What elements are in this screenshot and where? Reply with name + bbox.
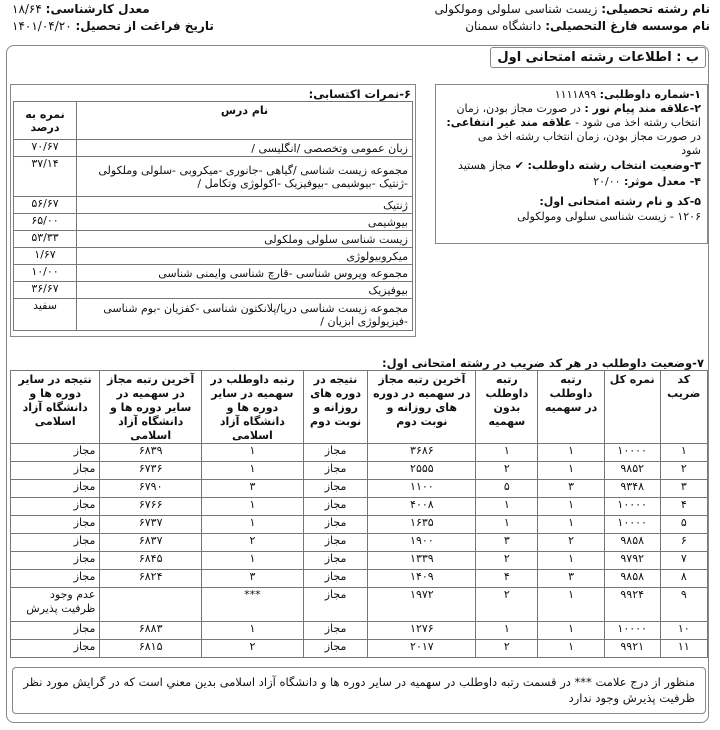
rank-cell: ۱۶۳۵: [368, 516, 476, 534]
rank-cell: ۱: [476, 498, 538, 516]
rank-cell: ۳: [201, 480, 303, 498]
rank-row: [11, 444, 708, 462]
rank-cell: ۱۳۳۹: [368, 552, 476, 570]
rank-row: [11, 552, 708, 570]
rank-cell: ۲: [201, 640, 303, 658]
rank-cell: ۶۷۶۶: [100, 498, 202, 516]
exam-field-value: ۱۲۰۶ - زیست شناسی سلولی ومولکولی: [517, 210, 701, 223]
rank-cell: ۶: [660, 534, 707, 552]
ranks-table: [10, 370, 708, 658]
rank-cell: ۲: [660, 462, 707, 480]
grade-row: [14, 231, 413, 248]
rank-cell: مجاز: [303, 516, 368, 534]
rank-cell: ۲: [476, 588, 538, 622]
rank-cell: ۱: [538, 498, 605, 516]
grade-course: بیوشیمی: [77, 214, 413, 231]
interest-line-3: در صورت مجاز بودن، زمان انتخاب رشته اخذ می: [477, 130, 701, 143]
grade-row: [14, 197, 413, 214]
rank-cell: ۱: [476, 444, 538, 462]
rank-cell: ۱۰۰۰۰: [604, 516, 660, 534]
rank-cell: مجاز: [11, 462, 100, 480]
ranks-col-2: نمره کل: [604, 371, 660, 444]
grade-score: ۶۵/۰۰: [14, 214, 77, 231]
grade-course: مجموعه زیست شناسی /گیاهی -جانوری -میکروبی -سلولی وملکولی -ژنتیک -بیوشیمی -بیوفیزیک -اکولوژی وتکامل /: [77, 157, 413, 197]
rank-cell: مجاز: [303, 552, 368, 570]
rank-cell: ۱۰۰۰۰: [604, 622, 660, 640]
grade-score: ۳۷/۱۴: [14, 157, 77, 197]
grade-course: زیست شناسی سلولی وملکولی: [77, 231, 413, 248]
rank-cell: ۷: [660, 552, 707, 570]
grade-row: [14, 282, 413, 299]
grade-score: سفید: [14, 299, 77, 331]
rank-cell: [100, 588, 202, 622]
interest-text-1: در صورت مجاز بودن، زمان: [456, 102, 581, 115]
rank-cell: مجاز: [11, 640, 100, 658]
rank-cell: ۶۸۲۴: [100, 570, 202, 588]
rank-row: [11, 480, 708, 498]
rank-cell: ۱: [201, 552, 303, 570]
interest-line-1: [456, 102, 701, 116]
rank-cell: ۶۸۱۵: [100, 640, 202, 658]
footnote: منظور از درج علامت *** در قسمت رتبه داوطلب در سهمیه در سایر دوره ها و دانشگاه آزاد اسلامی بدین معني است که در گرايش مورد نظر ظرفيت پذيرش وجود ندارد: [12, 667, 706, 714]
rank-cell: ۴۰۰۸: [368, 498, 476, 516]
rank-cell: ۸: [660, 570, 707, 588]
grade-row: [14, 214, 413, 231]
rank-cell: ۱۰۰۰۰: [604, 498, 660, 516]
effective-gpa: [593, 175, 701, 189]
candidate-number-label: ۱-شماره داوطلبی:: [599, 88, 701, 101]
rank-cell: ۱: [538, 588, 605, 622]
rank-cell: ۱۰۰۰۰: [604, 444, 660, 462]
candidate-number-value: ۱۱۱۱۸۹۹: [554, 88, 597, 101]
selection-status-label: ۳-وضعیت انتخاب رشته داوطلب:: [527, 159, 701, 172]
ranks-box: [10, 353, 708, 666]
rank-cell: ۴: [476, 570, 538, 588]
rank-cell: ۵: [660, 516, 707, 534]
institution-value: دانشگاه سمنان: [465, 19, 542, 33]
rank-cell: ۲۵۵۵: [368, 462, 476, 480]
rank-cell: ۱: [538, 444, 605, 462]
grade-row: [14, 140, 413, 157]
non-profit-interest-label: علاقه مند غیر انتفاعی:: [446, 116, 572, 129]
rank-cell: ۶۸۳۹: [100, 444, 202, 462]
effective-gpa-label: ۴- معدل موثر:: [624, 175, 701, 188]
rank-cell: ۹۹۲۴: [604, 588, 660, 622]
grade-course: میکروبیولوژی: [77, 248, 413, 265]
grade-row: [14, 265, 413, 282]
rank-cell: ۹۷۹۲: [604, 552, 660, 570]
rank-cell: ۳: [660, 480, 707, 498]
rank-cell: ۱: [538, 622, 605, 640]
grade-row: [14, 157, 413, 197]
rank-cell: ۲۰۱۷: [368, 640, 476, 658]
rank-cell: مجاز: [11, 534, 100, 552]
payam-noor-interest-label: ۲-علاقه مند پیام نور :: [584, 102, 701, 115]
grades-box: [10, 84, 416, 337]
grade-row: [14, 248, 413, 265]
rank-cell: ۳: [538, 480, 605, 498]
grade-course: ژنتیک: [77, 197, 413, 214]
rank-cell: ۱: [201, 622, 303, 640]
rank-cell: ۱: [538, 640, 605, 658]
rank-cell: مجاز: [303, 640, 368, 658]
rank-cell: عدم وجود ظرفیت پذیرش: [11, 588, 100, 622]
grades-title: ۶-نمرات اکتسابی:: [308, 87, 411, 101]
effective-gpa-value: ۲۰/۰۰: [593, 175, 621, 188]
rank-cell: ۳: [538, 570, 605, 588]
rank-cell: ۳۶۸۶: [368, 444, 476, 462]
rank-row: [11, 498, 708, 516]
field-of-study-label: نام رشته تحصیلی:: [601, 2, 710, 16]
rank-cell: ۹۸۵۸: [604, 534, 660, 552]
rank-cell: ۱: [201, 462, 303, 480]
rank-cell: ۶۸۳۷: [100, 534, 202, 552]
rank-cell: ۱۱: [660, 640, 707, 658]
check-icon: ✔: [514, 159, 524, 172]
grade-score: ۳۶/۶۷: [14, 282, 77, 299]
field-of-study: [435, 2, 711, 16]
rank-cell: ۱: [201, 444, 303, 462]
rank-cell: ۳: [201, 570, 303, 588]
grade-score: ۷۰/۶۷: [14, 140, 77, 157]
grade-course: زبان عمومی وتخصصی /انگلیسی /: [77, 140, 413, 157]
rank-cell: مجاز: [11, 516, 100, 534]
rank-cell: مجاز: [303, 622, 368, 640]
institution: [465, 19, 710, 33]
institution-label: نام موسسه فارغ التحصیلی:: [545, 19, 710, 33]
ranks-col-1: کد ضریب: [660, 371, 707, 444]
rank-cell: مجاز: [303, 570, 368, 588]
rank-cell: ۴: [660, 498, 707, 516]
grade-row: [14, 299, 413, 331]
rank-cell: مجاز: [11, 622, 100, 640]
grade-course: مجموعه ویروس شناسی -قارچ شناسی وایمنی شناسی: [77, 265, 413, 282]
graduation-date: [12, 19, 214, 33]
rank-cell: ۱: [201, 516, 303, 534]
rank-cell: مجاز: [303, 534, 368, 552]
ranks-col-6: نتیجه در دوره های روزانه و نوبت دوم: [303, 371, 368, 444]
rank-cell: ۱: [538, 552, 605, 570]
rank-cell: ۶۷۹۰: [100, 480, 202, 498]
ranks-col-8: آخرین رتبه مجاز در سهمیه در سایر دوره ها و دانشگاه آزاد اسلامی: [100, 371, 202, 444]
field-of-study-value: زیست شناسی سلولی ومولکولی: [434, 2, 598, 16]
grade-course: بیوفیزیک: [77, 282, 413, 299]
rank-cell: ***: [201, 588, 303, 622]
rank-cell: ۹: [660, 588, 707, 622]
rank-cell: ۱۹۷۲: [368, 588, 476, 622]
rank-cell: ۹۳۴۸: [604, 480, 660, 498]
grades-col-score: نمره به درصد: [14, 102, 77, 140]
rank-cell: ۲: [538, 534, 605, 552]
interest-line-2: [446, 116, 701, 130]
rank-cell: مجاز: [11, 570, 100, 588]
rank-cell: مجاز: [303, 462, 368, 480]
bachelor-gpa-label: معدل کارشناسی:: [45, 2, 150, 16]
ranks-col-3: رتبه داوطلب در سهمیه: [538, 371, 605, 444]
rank-cell: ۱۹۰۰: [368, 534, 476, 552]
rank-row: [11, 516, 708, 534]
rank-cell: ۱: [201, 498, 303, 516]
rank-cell: ۶۷۳۶: [100, 462, 202, 480]
rank-cell: ۱۰: [660, 622, 707, 640]
grades-col-course: نام درس: [77, 102, 413, 140]
bachelor-gpa-value: ۱۸/۶۴: [12, 2, 42, 16]
rank-cell: ۳: [476, 534, 538, 552]
rank-cell: ۱: [538, 516, 605, 534]
rank-cell: مجاز: [303, 444, 368, 462]
graduation-date-label: تاریخ فراغت از تحصیل:: [75, 19, 214, 33]
rank-cell: مجاز: [303, 498, 368, 516]
rank-row: [11, 570, 708, 588]
ranks-col-5: آخرین رتبه مجاز در سهمیه در دوره های روزانه و نوبت دوم: [368, 371, 476, 444]
grade-score: ۵۶/۶۷: [14, 197, 77, 214]
rank-row: [11, 534, 708, 552]
grade-score: ۱/۶۷: [14, 248, 77, 265]
ranks-col-9: نتیجه در سایر دوره ها و دانشگاه آزاد اسلامی: [11, 371, 100, 444]
rank-row: [11, 588, 708, 622]
grade-course: مجموعه زیست شناسی دریا/پلانکتون شناسی -کفزیان -بوم شناسی -فیزیولوژی ابزیان /: [77, 299, 413, 331]
rank-cell: ۶۸۴۵: [100, 552, 202, 570]
rank-row: [11, 640, 708, 658]
exam-field-label-text: ۵-کد و نام رشته امتحانی اول:: [539, 195, 701, 208]
rank-cell: ۱: [538, 462, 605, 480]
rank-cell: ۶۷۳۷: [100, 516, 202, 534]
rank-row: [11, 462, 708, 480]
rank-cell: ۹۸۵۸: [604, 570, 660, 588]
rank-cell: ۵: [476, 480, 538, 498]
rank-cell: ۲: [201, 534, 303, 552]
rank-cell: ۱: [476, 622, 538, 640]
rank-cell: مجاز: [303, 480, 368, 498]
selection-status: [458, 159, 701, 173]
grade-score: ۵۳/۳۳: [14, 231, 77, 248]
rank-cell: ۱۱۰۰: [368, 480, 476, 498]
interest-text-2: انتخاب رشته اخذ می شود -: [575, 116, 701, 129]
rank-cell: ۱: [660, 444, 707, 462]
rank-cell: ۱: [476, 516, 538, 534]
rank-cell: مجاز: [11, 498, 100, 516]
rank-cell: ۲: [476, 462, 538, 480]
interest-line-4: شود: [681, 144, 701, 157]
rank-cell: ۹۸۵۲: [604, 462, 660, 480]
grade-score: ۱۰/۰۰: [14, 265, 77, 282]
rank-cell: مجاز: [11, 444, 100, 462]
rank-cell: ۹۹۲۱: [604, 640, 660, 658]
rank-cell: ۲: [476, 640, 538, 658]
rank-row: [11, 622, 708, 640]
rank-cell: ۲: [476, 552, 538, 570]
bachelor-gpa: [12, 2, 150, 16]
rank-cell: مجاز: [11, 480, 100, 498]
rank-cell: مجاز: [303, 588, 368, 622]
selection-status-value: مجاز هستید: [458, 159, 512, 172]
section-title: ب : اطلاعات رشته امتحانی اول: [490, 47, 706, 68]
ranks-title: ۷-وضعیت داوطلب در هر کد ضریب در رشته امتحانی اول:: [382, 356, 704, 370]
grades-table: [13, 101, 413, 331]
ranks-col-4: رتبه داوطلب بدون سهمیه: [476, 371, 538, 444]
exam-field-label: [539, 195, 701, 209]
rank-cell: ۱۲۷۶: [368, 622, 476, 640]
candidate-number: [555, 88, 701, 102]
rank-cell: مجاز: [11, 552, 100, 570]
rank-cell: ۱۴۰۹: [368, 570, 476, 588]
rank-cell: ۶۸۸۳: [100, 622, 202, 640]
ranks-col-7: رتبه داوطلب در سهمیه در سایر دوره ها و دانشگاه آزاد اسلامی: [201, 371, 303, 444]
graduation-date-value: ۱۴۰۱/۰۴/۲۰: [12, 19, 72, 33]
candidate-info-box: [435, 84, 708, 244]
